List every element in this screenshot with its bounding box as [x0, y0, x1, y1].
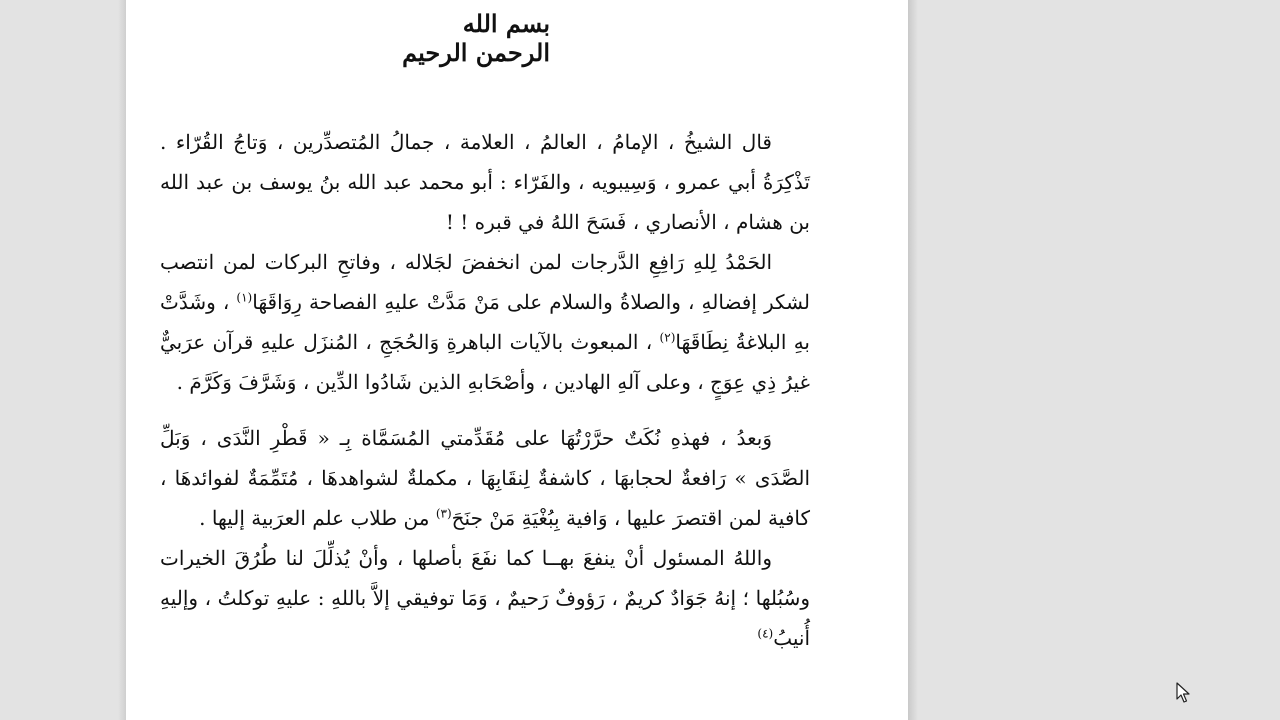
- paragraph-hamd-text-3: ، المبعوث بالآيات الباهرةِ وَالحُجَجِ ، المُنزَل عليهِ قرآن عرَبيٌّ غيرُ ذِي عِوَجٍ ، وعلى آلهِ الهادين ، وأصْحَابهِ الذين شَادُوا الدِّين ، وَشَرَّفَ وَكَرَّمَ .: [160, 330, 810, 394]
- paragraph-dua-text: واللهُ المسئول أنْ ينفعَ بهــا كما نفَعَ بأصلها ، وأنْ يُذلِّلَ لنا طُرُقَ الخيرات وسُبُلها ؛ إنهُ جَوَادٌ كريمٌ ، رَؤوفٌ رَحيمٌ ، وَمَا توفيقي إلاَّ باللهِ : عليهِ توكلتُ ، وإليهِ أُنيبُ: [160, 546, 810, 650]
- paragraph-intro-text: قال الشيخُ ، الإمامُ ، العالمُ ، العلامة ، جمالُ المُتصدِّرين ، وَتاجُ القُرّاء . تَذْكِرَةُ أبي عمرو ، وَسِيبويه ، والفَرّاء : أبو محمد عبد الله بنُ يوسف بن عبد الله بن هشام ، الأنصاري ، فَسَحَ اللهُ في قبره ! !: [160, 130, 810, 234]
- document-page: [126, 0, 908, 720]
- paragraph-baad-text-2: من طلاب علم العرَبية إليها .: [199, 506, 430, 530]
- page-shadow-right: [908, 0, 918, 720]
- paragraph-hamd: [160, 242, 810, 402]
- paragraph-hamd-text: الحَمْدُ لِلهِ رَافِعِ الدَّرجات لمن انخفضَ لجَلاله ، وفاتحِ البركات لمن انتصب لشكر إفضالهِ ، والصلاةُ والسلام على مَنْ مَدَّتْ عليهِ الفصاحة رِوَاقَهَا: [160, 250, 811, 314]
- paragraph-baad-text: وَبعدُ ، فهذهِ نُكَتٌ حرَّرْتُهَا على مُقَدِّمتي المُسَمَّاة بِـ « قَطْرِ النَّدَى ، وَبَلِّ الصَّدَى » رَافعةٌ لحجابهَا ، كاشفةٌ لِنقَابِهَا ، مكملةٌ لشواهدهَا ، مُتَمِّمَةٌ لفوائدهَا ، كافية لمن اقتصرَ عليها ، وَافية بِبُغْيَةِ مَنْ جنَحَ: [160, 426, 810, 530]
- mouse-pointer-icon: [1176, 682, 1192, 704]
- page-text-body: [160, 122, 810, 658]
- footnote-marker-3[interactable]: (٣): [435, 506, 452, 521]
- footnote-marker-1[interactable]: (١): [236, 290, 253, 305]
- paragraph-baad: [160, 418, 810, 538]
- paragraph-dua: [160, 538, 810, 658]
- paragraph-intro: [160, 122, 810, 242]
- footnote-marker-2[interactable]: (٢): [659, 330, 676, 345]
- page-shadow-left: [118, 0, 126, 720]
- basmala-calligraphy: بسم الله الرحمن الرحيم: [402, 9, 550, 67]
- footnote-marker-4[interactable]: (٤): [757, 626, 774, 641]
- paragraph-hamd-text-2: ، وشَدَّتْ بهِ البلاغةُ نِطَاقَهَا: [160, 290, 810, 354]
